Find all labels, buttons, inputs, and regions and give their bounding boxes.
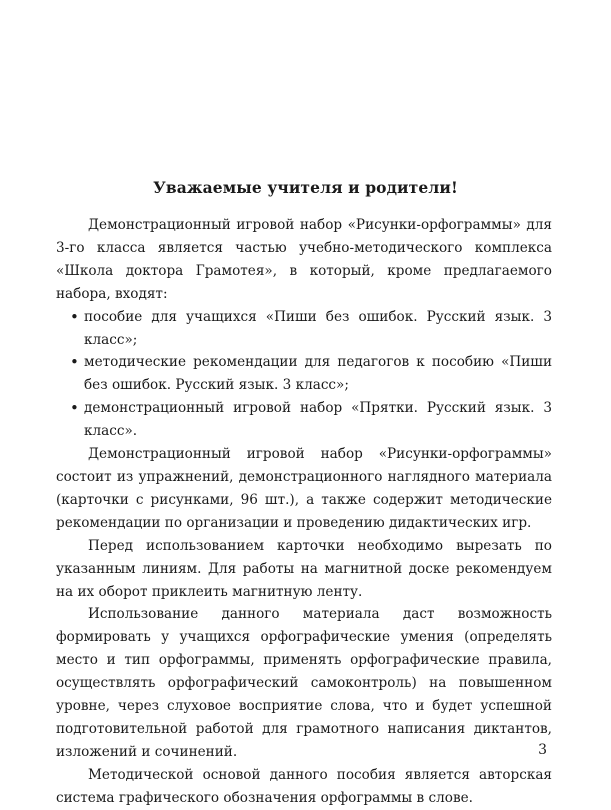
bullet-icon: • [70,399,79,418]
list-item [56,306,552,352]
paragraph-method-basis: Методической основой данного пособия является авторская система графического обозначения орфограммы в слове. [56,766,552,806]
components-list [56,306,552,443]
intro-paragraph: Демонстрационный игровой набор «Рисунки-орфограммы» для 3-го класса является частью учебно-методического комплекса «Школа доктора Грамотея», в который, кроме предлагаемого набора, входят: [56,217,552,302]
list-item [56,397,552,443]
document-body [56,214,552,810]
page-number: 3 [538,742,547,758]
bullet-icon: • [70,307,79,326]
paragraph-set-contents: Демонстрационный игровой набор «Рисунки-орфограммы» состоит из упражнений, демонстрационного наглядного материала (карточки с рисунками, 96 шт.), а также содержит методические рекомендации по организации и проведению дидактических игр. [56,446,552,531]
list-item-text: пособие для учащихся «Пиши без ошибок. Русский язык. 3 класс»; [84,308,552,348]
bullet-icon: • [70,353,79,372]
page-title: Уважаемые учителя и родители! [153,178,458,197]
list-item-text: демонстрационный игровой набор «Прятки. Русский язык. 3 класс». [84,400,552,440]
paragraph-cutting-instructions: Перед использованием карточки необходимо вырезать по указанным линиям. Для работы на магнитной доске рекомендуем на их оборот приклеить магнитную ленту. [56,537,552,600]
list-item [56,351,552,397]
paragraph-skills: Использование данного материала даст возможность формировать у учащихся орфографические умения (определять место и тип орфограммы, применять орфографические правила, осуществлять орфографический самоконтроль) на повышенном уровне, через слуховое восприятие слова, что и будет успешной подготовительной работой для грамотного написания диктантов, изложений и сочинений. [56,606,552,760]
list-item-text: методические рекомендации для педагогов к пособию «Пиши без ошибок. Русский язык. 3 класс»; [84,354,552,394]
